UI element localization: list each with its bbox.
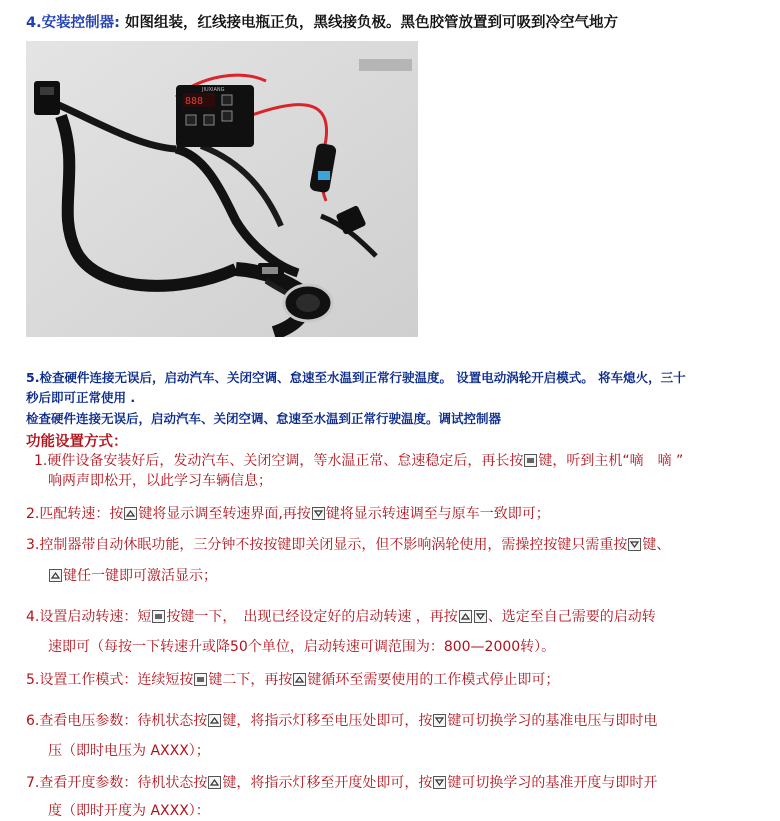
up-key-icon — [208, 776, 221, 789]
item-7-line2: 度（即时开度为 AXXX）： — [48, 803, 210, 819]
item-6-line2: 压（即时电压为 AXXX）； — [48, 743, 210, 759]
down-key-icon — [628, 538, 641, 551]
up-key-icon — [49, 569, 62, 582]
svg-text:888: 888 — [185, 96, 204, 107]
item-6-line1: 6.查看电压参数：待机状态按 键，将指示灯移至电压处即可，按 键可切换学习的基准电压与即时电 — [26, 713, 658, 729]
item-1-line2: 响两声即松开，以此学习车辆信息； — [48, 473, 272, 489]
up-key-icon — [459, 610, 472, 623]
menu-key-icon — [194, 673, 207, 686]
step4-heading — [26, 11, 618, 32]
down-key-icon — [474, 610, 487, 623]
item-5: 5.设置工作模式：连续短按 键二下，再按 键循环至需要使用的工作模式停止即可； — [26, 672, 560, 688]
function-title: 功能设置方式： — [26, 434, 128, 450]
item-3-line2: 键任一键即可激活显示； — [48, 566, 217, 586]
svg-text:JIUXIANG: JIUXIANG — [202, 87, 225, 93]
up-key-icon — [124, 507, 137, 520]
down-key-icon — [433, 714, 446, 727]
item-3-line1: 3.控制器带自动休眠功能，三分钟不按按键即关闭显示，但不影响涡轮使用，需操控按键只需重按 键、 — [26, 537, 671, 553]
step5-line1: 5.检查硬件连接无误后，启动汽车、关闭空调、怠速至水温到正常行驶温度。 设置电动涡轮开启模式。 将车熄火，三十 — [26, 370, 686, 385]
item-1-line1: 1.硬件设备安装好后，发动汽车、关闭空调，等水温正常、怠速稳定后，再长按 键，听到主机“嘀 嘀 ” — [34, 453, 684, 469]
menu-key-icon — [524, 454, 537, 467]
harness-illustration — [26, 41, 418, 337]
item-7-line1: 7.查看开度参数：待机状态按 键，将指示灯移至开度处即可，按 键可切换学习的基准开度与即时开 — [26, 775, 658, 791]
step5-paragraph — [26, 368, 772, 408]
step5-line3: 检查硬件连接无误后，启动汽车、关闭空调、怠速至水温到正常行驶温度。调试控制器 — [26, 411, 502, 426]
down-key-icon — [433, 776, 446, 789]
item-4-line2: 速即可（每按一下转速升或降50个单位，启动转速可调范围为：800—2000转）。 — [48, 639, 556, 655]
up-key-icon — [293, 673, 306, 686]
item-4-line1: 4.设置启动转速：短 按键一下， 出现已经设定好的启动转速 ，再按 、选定至自己需要的启动转 — [26, 609, 656, 625]
step5-line2: 秒后即可正常使用 . — [26, 390, 136, 405]
up-key-icon — [208, 714, 221, 727]
down-key-icon — [312, 507, 325, 520]
menu-key-icon — [152, 610, 165, 623]
step4-label: 4.安装控制器: — [26, 15, 120, 31]
step4-text: 如图组装，红线接电瓶正负，黑线接负极。黑色胶管放置到可吸到冷空气地方 — [119, 15, 618, 31]
item-2: 2.匹配转速：按 键将显示调至转速界面,再按 键将显示转速调至与原车一致即可； — [26, 506, 550, 522]
controller-photo — [26, 41, 418, 337]
